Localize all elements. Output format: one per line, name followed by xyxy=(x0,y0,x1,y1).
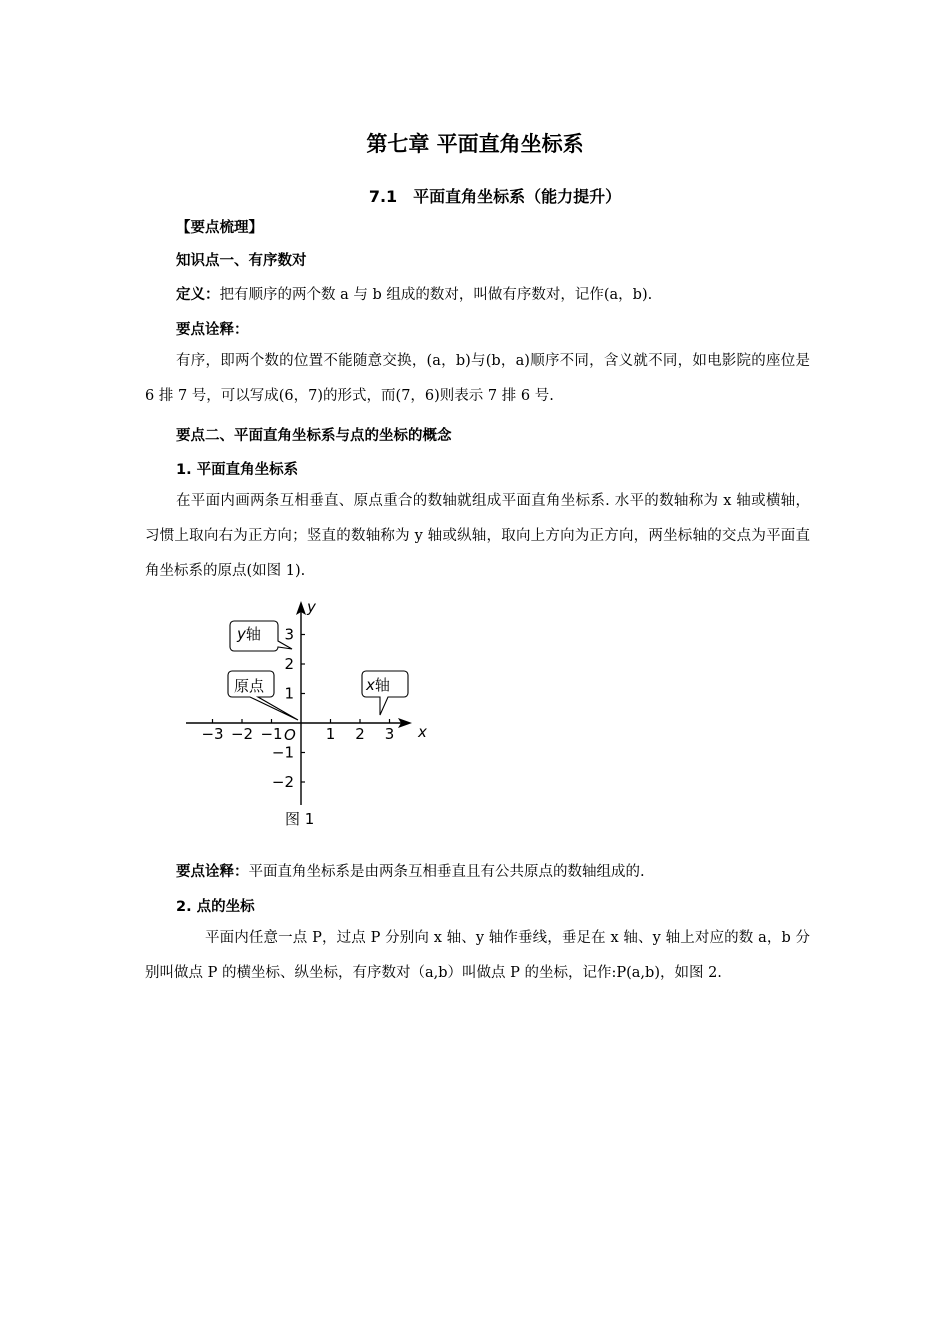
y-tick-label: 2 xyxy=(284,655,294,673)
note1-label: 要点诠释： xyxy=(176,322,249,338)
note2-text: 平面直角坐标系是由两条互相垂直且有公共原点的数轴组成的. xyxy=(248,864,645,880)
kp2-heading: 要点二、平面直角坐标系与点的坐标的概念 xyxy=(176,428,452,444)
note1-paragraph: 有序，即两个数的位置不能随意交换，(a，b)与(b，a)顺序不同，含义就不同，如电影院的座位是 6 排 7 号，可以写成(6，7)的形式，而(7，6)则表示 7 排 6 号. xyxy=(145,353,810,404)
summary-heading: 【要点梳理】 xyxy=(176,220,263,236)
callout-x-axis-label: x轴 xyxy=(366,676,390,694)
definition-label: 定义： xyxy=(176,287,220,303)
note2-label: 要点诠释： xyxy=(176,864,249,880)
definition-text: 把有顺序的两个数 a 与 b 组成的数对，叫做有序数对，记作(a，b). xyxy=(219,287,653,303)
sub2-paragraph: 平面内任意一点 P，过点 P 分别向 x 轴、y 轴作垂线，垂足在 x 轴、y 轴上对应的数 a，b 分别叫做点 P 的横坐标、纵坐标，有序数对（a,b）叫做点 P 的坐标，记作:P(a,b)，如图 2. xyxy=(145,930,810,981)
x-axis-label: x xyxy=(418,723,427,741)
callout-origin-label: 原点 xyxy=(234,677,265,695)
x-tick-label: −3 xyxy=(201,725,224,743)
y-tick-label: 1 xyxy=(284,684,294,703)
y-tick-label: 3 xyxy=(284,625,294,644)
y-tick-label: −1 xyxy=(271,743,294,762)
definition-line xyxy=(176,283,652,304)
x-tick-label: −2 xyxy=(230,725,254,743)
figure-1-caption: 图 1 xyxy=(285,810,315,828)
y-tick-label: −2 xyxy=(271,773,294,791)
origin-label: O xyxy=(284,726,296,744)
note2-line xyxy=(176,860,645,881)
x-tick-label: −1 xyxy=(260,725,283,743)
callout-y-axis-label: y轴 xyxy=(237,625,261,643)
x-tick-label: 1 xyxy=(325,725,336,743)
sub1-paragraph: 在平面内画两条互相垂直、原点重合的数轴就组成平面直角坐标系. 水平的数轴称为 x 轴或横轴，习惯上取向右为正方向；竖直的数轴称为 y 轴或纵轴，取向上方向为正方向，两坐标轴的交点为平面直角坐标系的原点(如图 1). xyxy=(145,493,810,579)
section-title: 7.1 平面直角坐标系（能力提升） xyxy=(368,187,622,206)
kp1-heading: 知识点一、有序数对 xyxy=(176,253,307,269)
sub1-heading: 1. 平面直角坐标系 xyxy=(176,462,299,478)
figure-1-coordinate-plane xyxy=(180,595,450,840)
chapter-title: 第七章 平面直角坐标系 xyxy=(366,132,584,156)
x-tick-label: 3 xyxy=(384,725,395,743)
sub2-heading: 2. 点的坐标 xyxy=(176,899,255,915)
x-tick-label: 2 xyxy=(355,725,365,743)
y-axis-label: y xyxy=(307,598,316,616)
